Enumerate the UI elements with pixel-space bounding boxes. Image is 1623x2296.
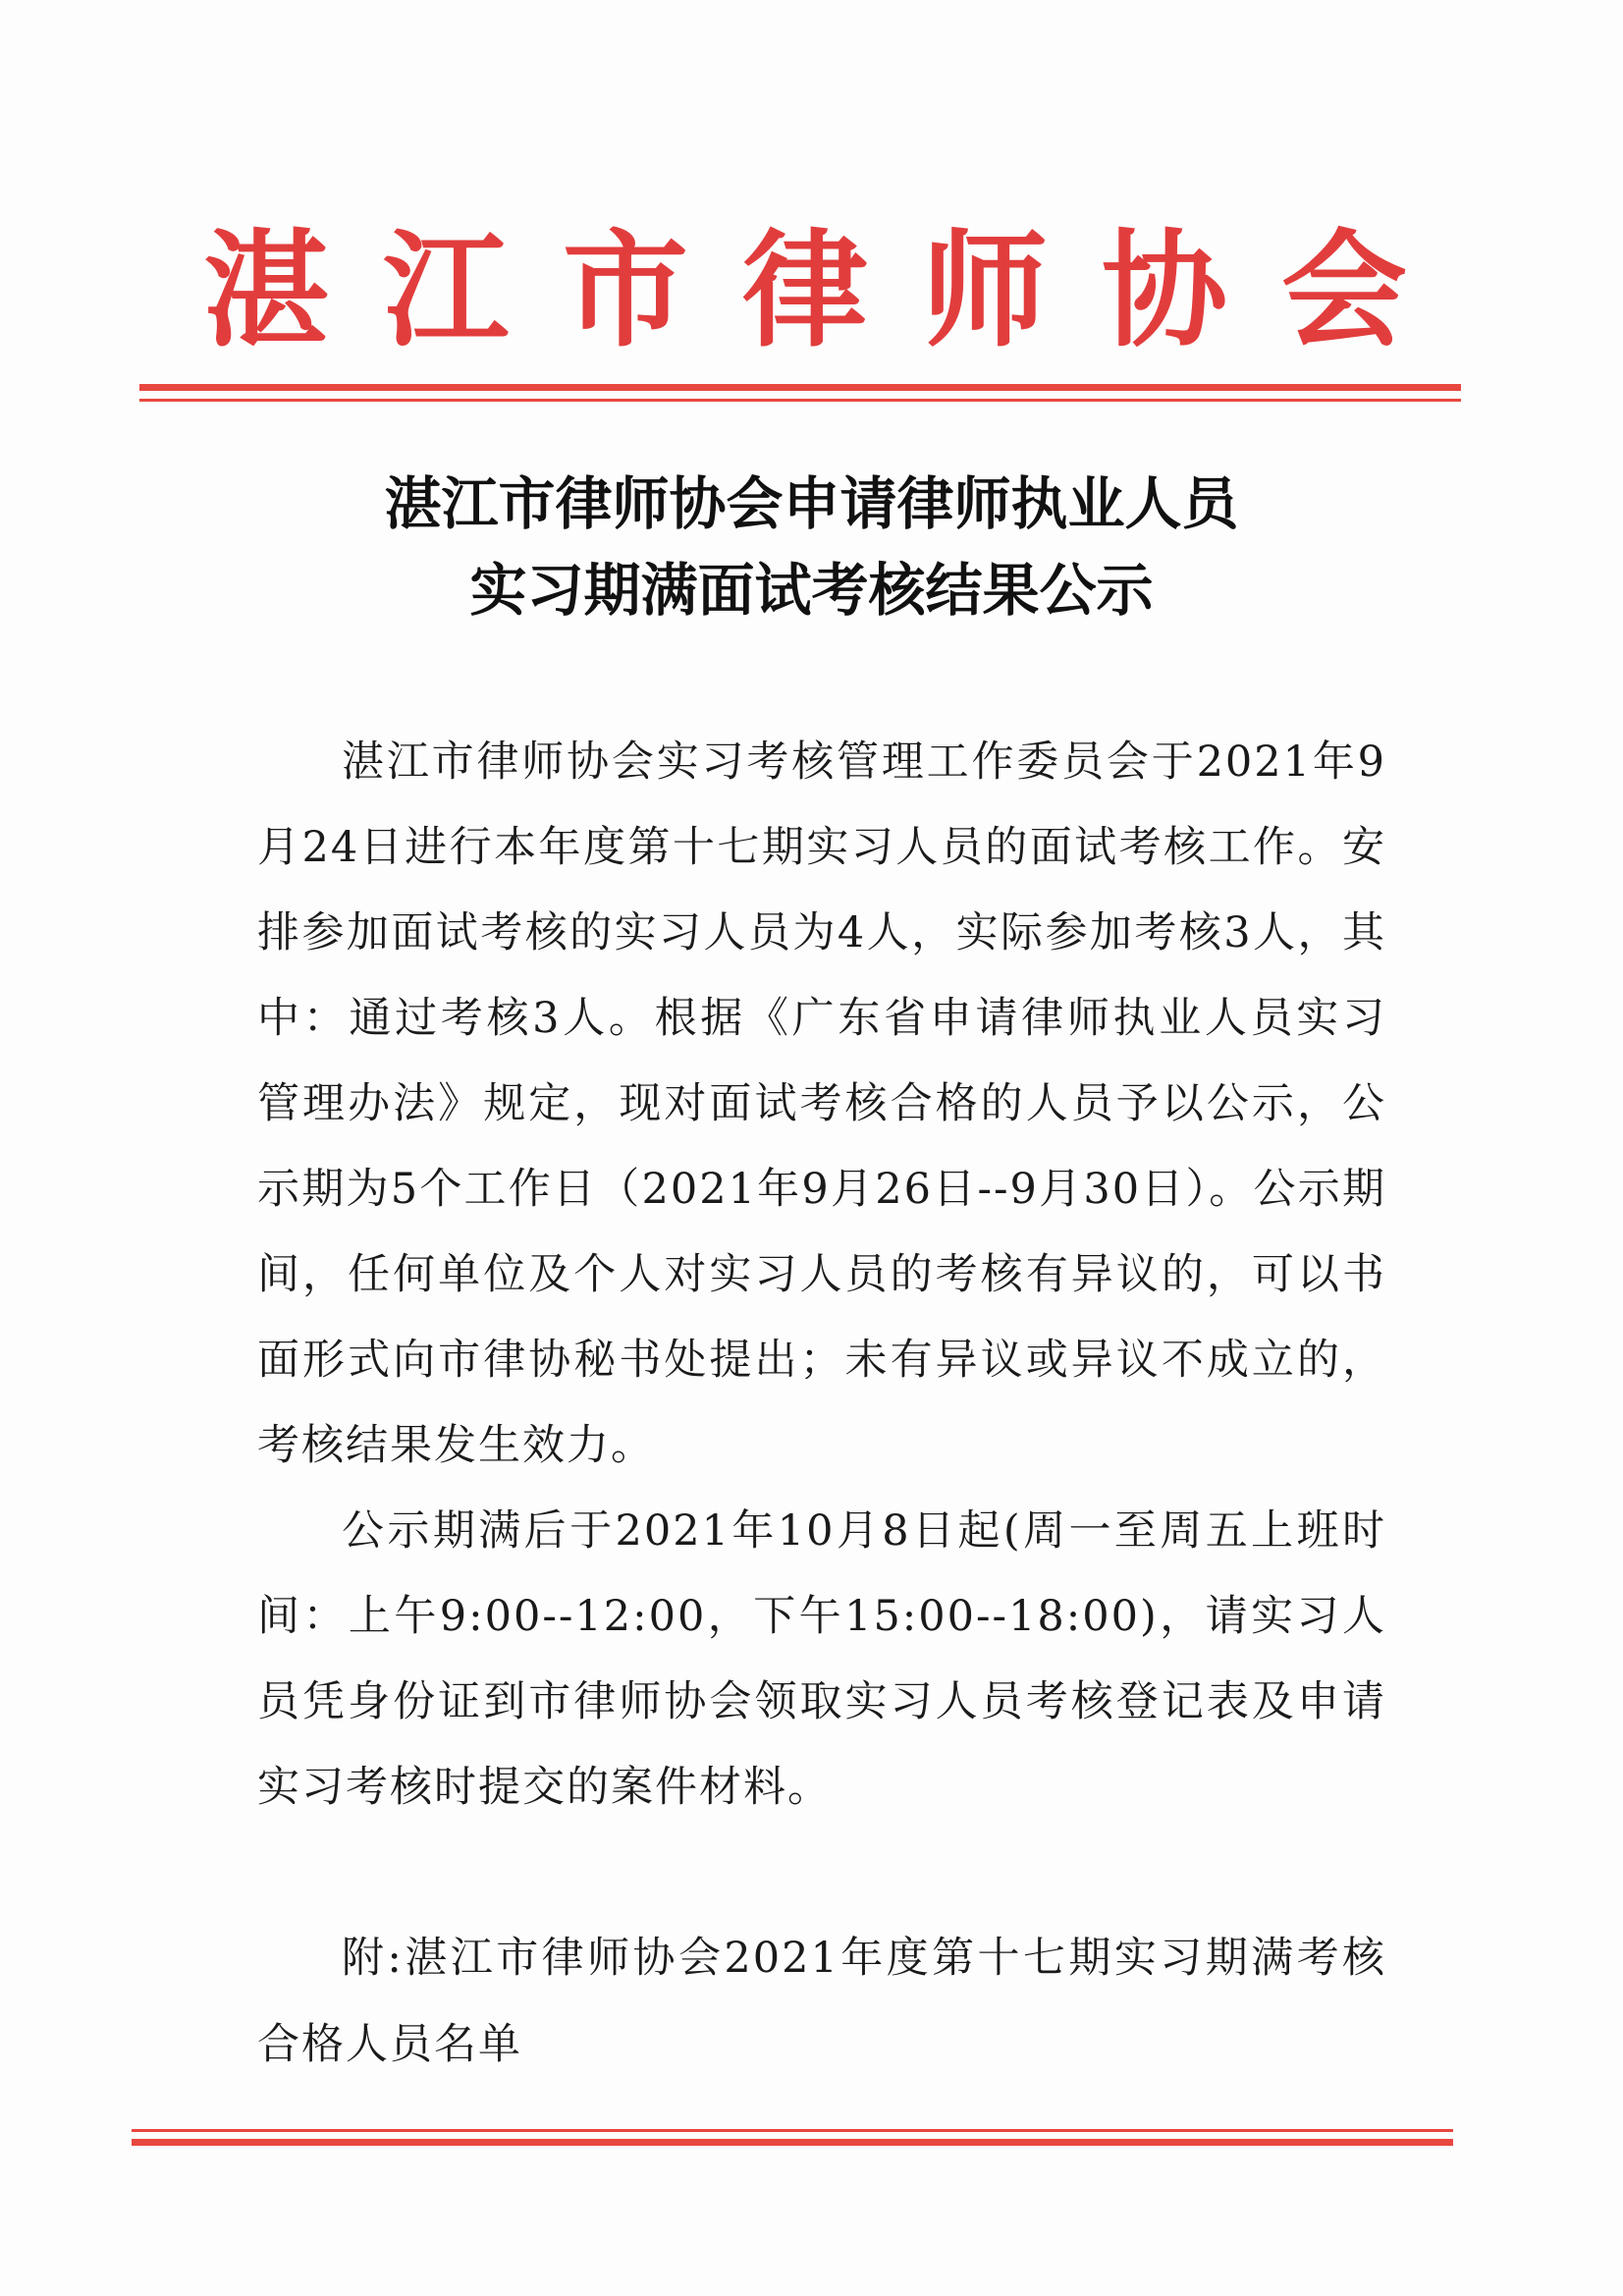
header-rule-thick [139, 384, 1461, 391]
attachment-text: 附:湛江市律师协会2021年度第十七期实习期满考核合格人员名单 [257, 1934, 1386, 2069]
organization-letterhead: 湛江市律师协会 [202, 218, 1461, 364]
footer-rule-thin [132, 2129, 1453, 2132]
attachment-note [257, 1915, 1386, 2088]
footer-rule-thick [132, 2139, 1453, 2146]
body-paragraph-2: 公示期满后于2021年10月8日起(周一至周五上班时间：上午9:00--12:00，下午15:00--18:00)，请实习人员凭身份证到市律师协会领取实习人员考核登记表及申请实习考核时提交的案件材料。 [257, 1506, 1386, 1812]
document-title-line-2: 实习期满面试考核结果公示 [469, 557, 1154, 624]
document-body [257, 720, 1386, 1831]
document-title-line-1: 湛江市律师协会申请律师执业人员 [384, 470, 1239, 537]
header-rule-thin [139, 399, 1461, 402]
body-paragraph-1: 湛江市律师协会实习考核管理工作委员会于2021年9月24日进行本年度第十七期实习人员的面试考核工作。安排参加面试考核的实习人员为4人，实际参加考核3人，其中：通过考核3人。根据《广东省申请律师执业人员实习管理办法》规定，现对面试考核合格的人员予以公示，公示期为5个工作日（2021年9月26日--9月30日）。公示期间，任何单位及个人对实习人员的考核有异议的，可以书面形式向市律协秘书处提出；未有异议或异议不成立的，考核结果发生效力。 [257, 738, 1386, 1470]
